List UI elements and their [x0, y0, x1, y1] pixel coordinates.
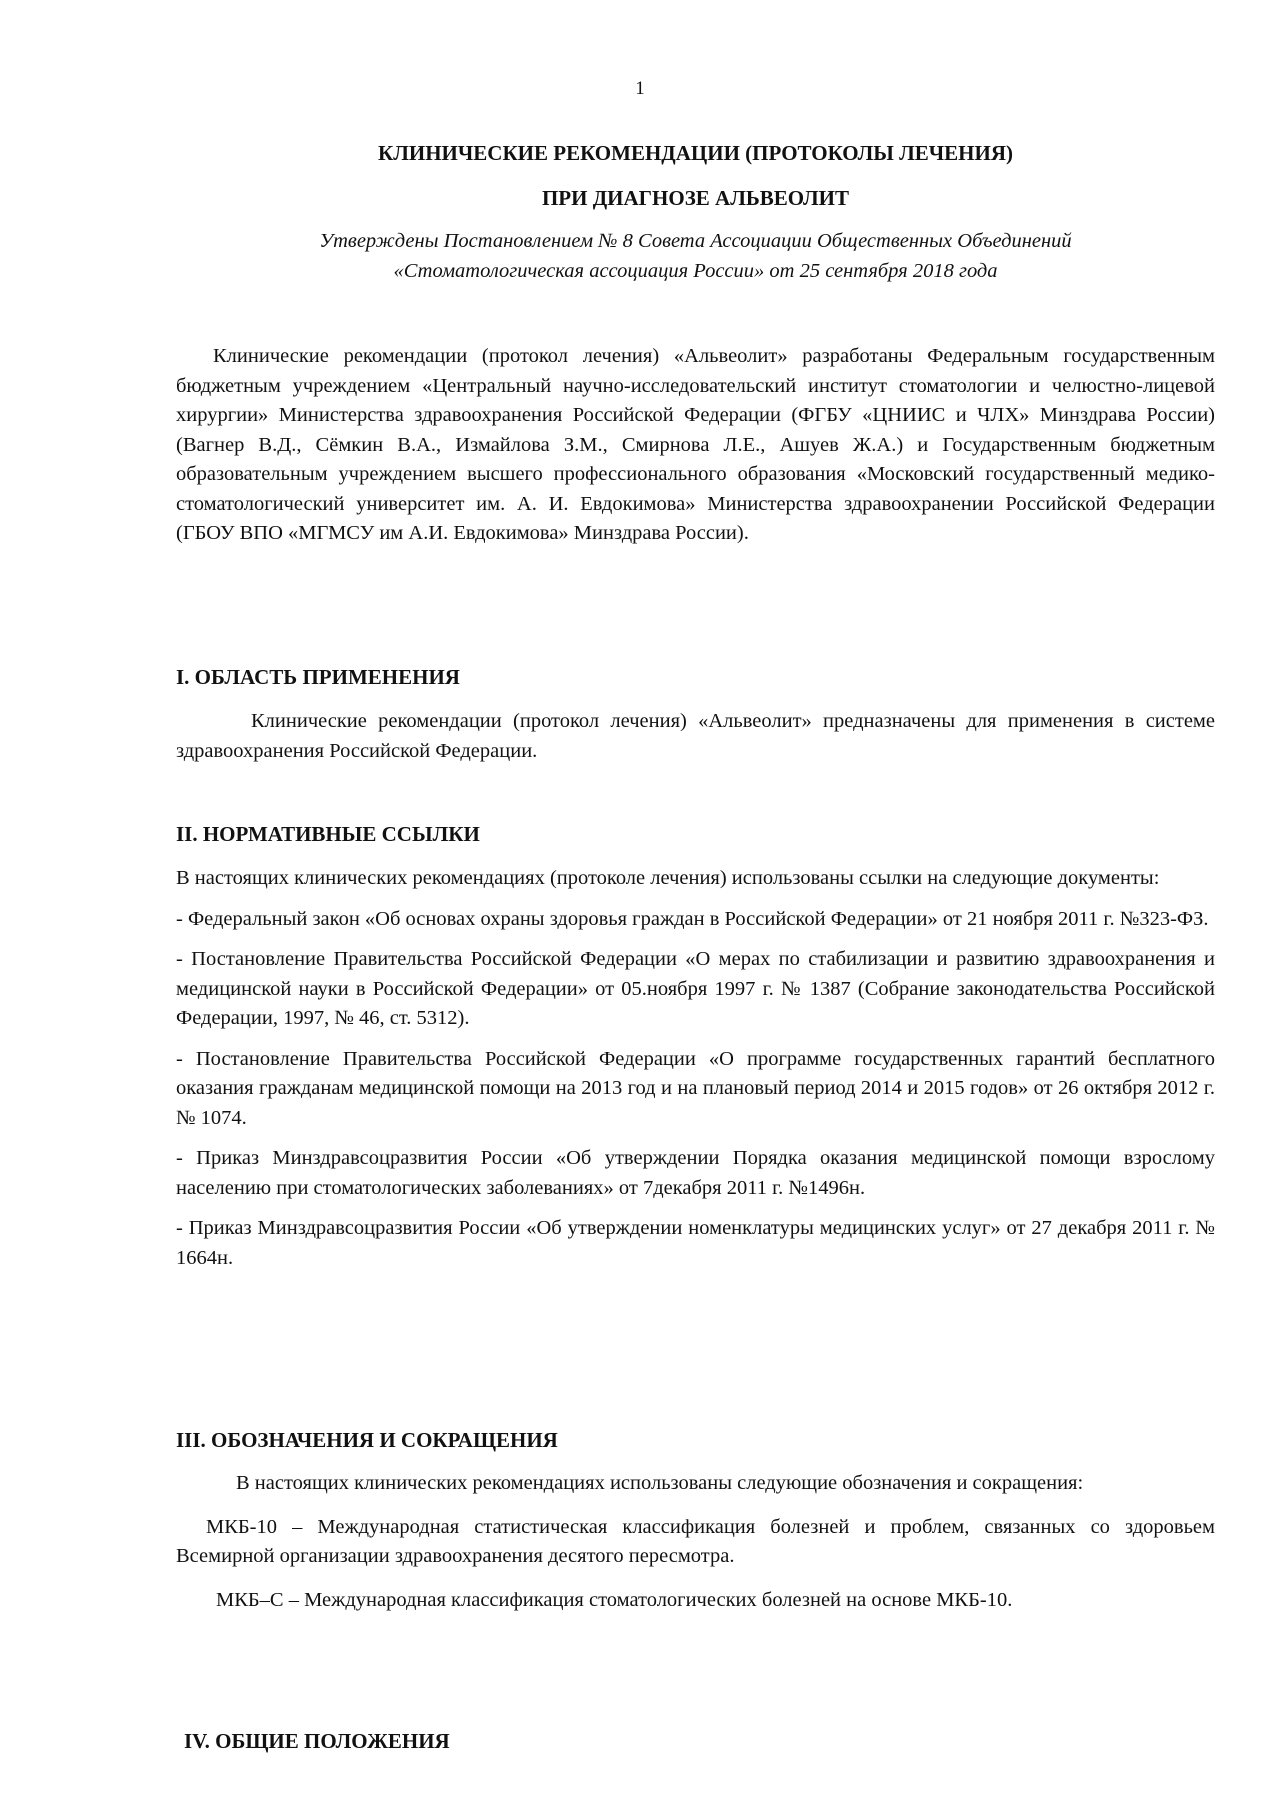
approval-line-1: Утверждены Постановлением № 8 Совета Ассоциации Общественных Объединений	[319, 230, 1072, 252]
reference-item: - Постановление Правительства Российской Федерации «О мерах по стабилизации и развитию здравоохранения и медицинской науки в Российской Федерации» от 05.ноября 1997 г. № 1387 (Собрание законодательства Российской Федерации, 1997, № 46, ст. 5312).	[176, 948, 1215, 1029]
approval-note	[176, 226, 1215, 286]
reference-item: - Приказ Минздравсоцразвития России «Об утверждении номенклатуры медицинских услуг» от 27 декабря 2011 г. № 1664н.	[176, 1217, 1215, 1269]
abbreviation-item: МКБ–С – Международная классификация стоматологических болезней на основе МКБ-10.	[216, 1588, 1013, 1611]
reference-item: - Федеральный закон «Об основах охраны здоровья граждан в Российской Федерации» от 21 ноября 2011 г. №323-ФЗ.	[176, 907, 1209, 930]
abbreviation-item: МКБ-10 – Международная статистическая классификация болезней и проблем, связанных со здоровьем Всемирной организации здравоохранения десятого пересмотра.	[176, 1515, 1215, 1567]
page-number: 1	[635, 78, 645, 99]
intro-paragraph: Клинические рекомендации (протокол лечения) «Альвеолит» разработаны Федеральным государственным бюджетным учреждением «Центральный научно-исследовательский институт стоматологии и челюстно-лицевой хирургии» Министерства здравоохранения Российской Федерации (ФГБУ «ЦНИИС и ЧЛХ» Минздрава России) (Вагнер В.Д., Сёмкин В.А., Измайлова З.М., Смирнова Л.Е., Ашуев Ж.А.) и Государственным бюджетным образовательным учреждением высшего профессионального образования «Московский государственный медико-стоматологический университет им. А. И. Евдокимова» Министерства здравоохранении Российской Федерации (ГБОУ ВПО «МГМСУ им А.И. Евдокимова» Минздрава России).	[176, 345, 1215, 544]
section-3-heading: III. ОБОЗНАЧЕНИЯ И СОКРАЩЕНИЯ	[176, 1428, 558, 1452]
section-2-heading: II. НОРМАТИВНЫЕ ССЫЛКИ	[176, 822, 480, 846]
reference-item: - Приказ Минздравсоцразвития России «Об утверждении Порядка оказания медицинской помощи взрослому населению при стоматологических заболеваниях» от 7декабря 2011 г. №1496н.	[176, 1147, 1215, 1199]
section-2-intro: В настоящих клинических рекомендациях (протоколе лечения) использованы ссылки на следующие документы:	[176, 867, 1160, 889]
approval-line-2: «Стоматологическая ассоциация России» от 25 сентября 2018 года	[393, 260, 998, 282]
section-2-body	[176, 864, 1215, 1284]
section-4-heading: IV. ОБЩИЕ ПОЛОЖЕНИЯ	[184, 1729, 450, 1753]
title-line-1: КЛИНИЧЕСКИЕ РЕКОМЕНДАЦИИ (ПРОТОКОЛЫ ЛЕЧЕНИЯ)	[377, 141, 1014, 165]
section-3-body	[176, 1469, 1215, 1626]
reference-item: - Постановление Правительства Российской Федерации «О программе государственных гарантий бесплатного оказания гражданам медицинской помощи на 2013 год и на плановый период 2014 и 2015 годов» от 26 октября 2012 г. № 1074.	[176, 1047, 1215, 1129]
document-title	[176, 131, 1215, 221]
section-1-heading: I. ОБЛАСТЬ ПРИМЕНЕНИЯ	[176, 665, 460, 689]
title-line-2: ПРИ ДИАГНОЗЕ АЛЬВЕОЛИТ	[541, 186, 850, 210]
section-1-paragraph: Клинические рекомендации (протокол лечения) «Альвеолит» предназначены для применения в системе здравоохранения Российской Федерации.	[176, 710, 1215, 762]
section-3-intro: В настоящих клинических рекомендациях использованы следующие обозначения и сокращения:	[236, 1472, 1084, 1494]
